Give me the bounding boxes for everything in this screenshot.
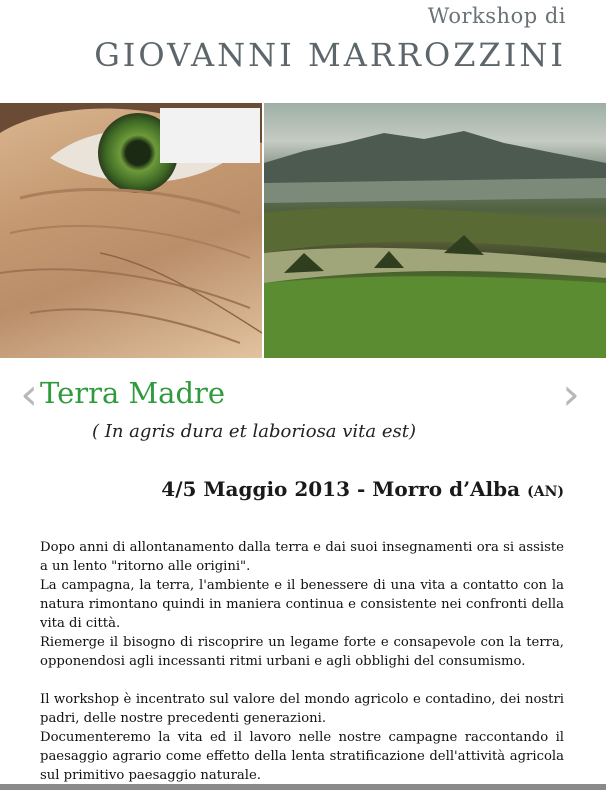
date-text: 4/5 Maggio 2013 - Morro d’Alba — [161, 477, 521, 501]
countryside-landscape-photo — [264, 103, 606, 358]
paragraph: Documenteremo la vita ed il lavoro nelle nostre campagne raccontando il paesaggio agrario come effetto della lenta stratificazione dell'attività agricola sul primitivo paesaggio naturale. — [40, 730, 564, 783]
photographer-name: GIOVANNI MARROZZINI — [94, 36, 566, 74]
next-arrow-icon[interactable]: › — [562, 369, 580, 420]
paragraph: Riemerge il bisogno di riscoprire un legame forte e consapevole con la terra, opponendosi agli incessanti ritmi urbani e agli obblighi del consumismo. — [40, 635, 564, 669]
province-code: (AN) — [527, 484, 564, 500]
paragraph: Il workshop è incentrato sul valore del mondo agricolo e contadino, dei nostri padri, delle nostre precedenti generazioni. — [40, 692, 564, 726]
photo-banner — [0, 103, 606, 358]
header-kicker: Workshop di — [427, 4, 566, 28]
previous-arrow-icon[interactable]: ‹ — [20, 369, 38, 420]
paragraph: La campagna, la terra, l'ambiente e il benessere di una vita a contatto con la natura rimontano quindi in maniera continua e consistente nei confronti della vita di città. — [40, 578, 564, 631]
paragraph: Dopo anni di allontanamento dalla terra e dai suoi insegnamenti ora si assiste a un lento "ritorno alle origini". — [40, 540, 564, 574]
workshop-subtitle: ( In agris dura et laboriosa vita est) — [92, 421, 417, 442]
workshop-title: Terra Madre — [40, 376, 226, 410]
date-location — [161, 477, 564, 501]
paragraph-gap — [40, 671, 564, 690]
eye-closeup-photo — [0, 103, 262, 358]
description-text — [40, 538, 564, 785]
scroll-indicator-bar — [0, 784, 606, 790]
